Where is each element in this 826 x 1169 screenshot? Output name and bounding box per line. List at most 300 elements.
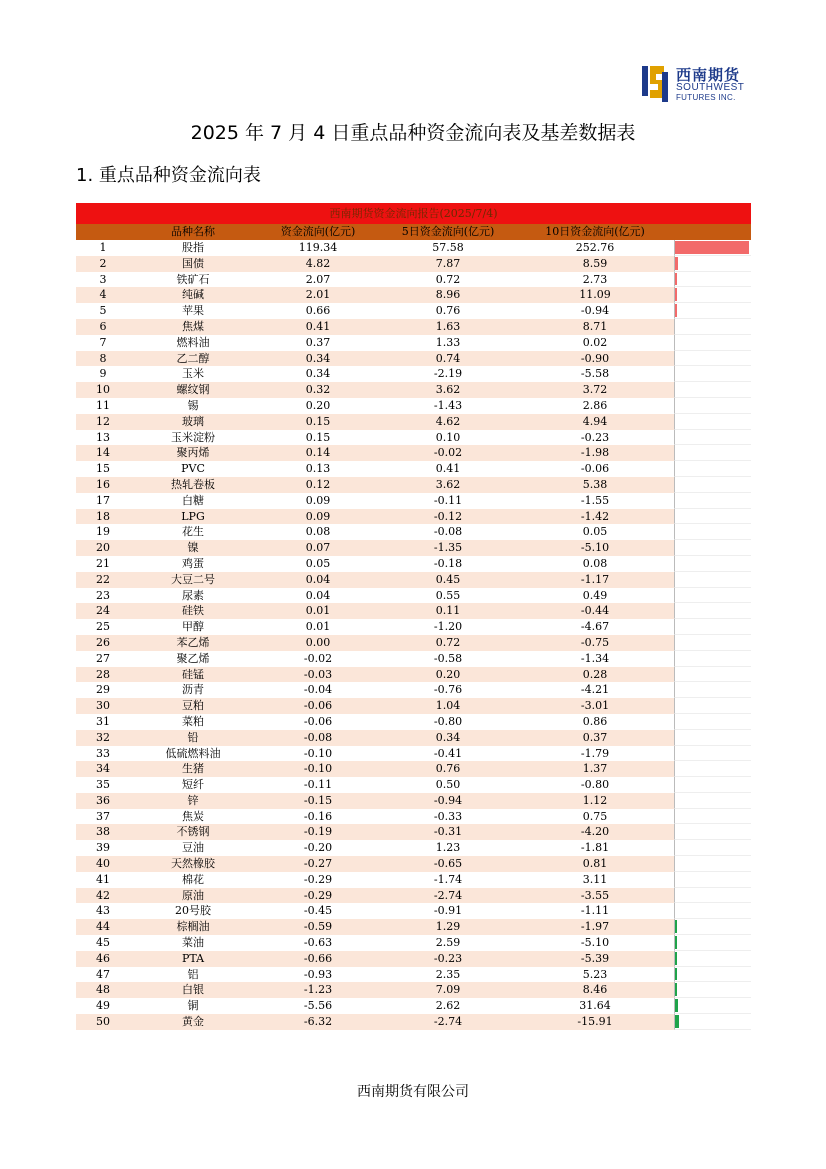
row-rank: 4 [99,288,107,302]
row-name: 黄金 [182,1015,204,1029]
row-flow: -0.63 [303,936,333,950]
row-flow-10d: 252.76 [575,241,615,254]
row-flow-5d: 2.62 [435,999,461,1013]
row-flow: 0.09 [305,493,331,507]
table-row [76,414,751,430]
row-flow-10d: 4.94 [582,414,608,428]
row-bar-cell [674,461,751,477]
row-flow-10d: 1.37 [582,762,608,776]
table-row [76,698,751,714]
row-flow-10d: -4.21 [580,683,610,697]
table-row [76,951,751,967]
outflow-bar [675,1015,679,1028]
row-flow-5d: -0.94 [433,793,463,807]
row-bar-cell [674,967,751,983]
row-rank: 40 [96,857,110,871]
row-rank: 44 [96,920,110,934]
row-name: 镍 [187,541,199,555]
row-flow-5d: -2.19 [433,367,463,381]
header-flow-10d: 10日资金流向(亿元) [545,225,645,238]
row-rank: 10 [96,383,110,397]
row-rank: 13 [96,430,110,444]
row-flow-5d: 0.76 [435,762,461,776]
row-rank: 22 [96,572,110,586]
table-row [76,777,751,793]
row-flow-5d: -1.74 [433,872,463,886]
row-flow-10d: 0.37 [582,730,608,744]
inflow-bar [675,241,749,254]
row-flow-10d: 0.08 [582,556,608,570]
row-bar-cell [674,793,751,809]
row-flow: 0.34 [305,351,331,365]
row-flow-5d: 7.09 [435,983,461,997]
table-row [76,493,751,509]
table-row [76,382,751,398]
row-bar-cell [674,919,751,935]
row-name: 沥青 [182,683,204,697]
row-flow-10d: -0.23 [580,430,610,444]
table-row [76,272,751,288]
header-flow-5d: 5日资金流向(亿元) [401,225,495,238]
row-rank: 39 [96,841,110,855]
row-flow-10d: -5.10 [580,936,610,950]
table-row [76,888,751,904]
row-flow: -0.19 [303,825,333,839]
row-flow: 0.20 [305,398,331,412]
row-rank: 43 [96,904,110,918]
row-bar-cell [674,824,751,840]
row-bar-cell [674,366,751,382]
table-row [76,682,751,698]
table-row [76,998,751,1014]
row-flow: 4.82 [305,256,331,270]
row-flow-5d: 3.62 [435,383,461,397]
logo-text-cn: 西南期货 [676,66,741,84]
row-name: 花生 [182,525,204,539]
table-row [76,588,751,604]
company-logo [640,62,760,106]
row-name: 低硫燃料油 [165,746,221,760]
row-rank: 15 [96,462,110,476]
row-name: PVC [181,462,205,476]
row-flow-5d: -0.02 [433,446,463,460]
row-name: 铜 [187,999,199,1013]
row-flow-10d: 2.86 [582,398,608,412]
row-flow: 119.34 [298,241,338,254]
table-row [76,809,751,825]
header-bar [674,224,751,240]
table-row [76,619,751,635]
outflow-bar [675,999,678,1012]
row-flow-5d: 1.29 [435,920,461,934]
row-flow-5d: 0.72 [435,272,461,286]
table-row [76,556,751,572]
row-flow: 2.01 [305,288,331,302]
row-rank: 48 [96,983,110,997]
row-flow: -0.66 [303,951,333,965]
row-rank: 26 [96,635,110,649]
row-rank: 45 [96,936,110,950]
row-name: 短纤 [182,778,204,792]
row-bar-cell [674,619,751,635]
row-flow-10d: -1.79 [580,746,610,760]
row-flow-5d: 1.33 [435,335,461,349]
table-row [76,287,751,303]
row-flow-5d: 4.62 [435,414,461,428]
row-bar-cell [674,335,751,351]
row-flow-5d: 0.50 [435,778,461,792]
row-name: 聚丙烯 [176,446,210,460]
row-name: 生猪 [182,762,204,776]
row-flow: 0.05 [305,556,331,570]
row-bar-cell [674,588,751,604]
table-banner: 西南期货资金流向报告(2025/7/4) [76,203,751,224]
row-rank: 3 [99,272,107,286]
row-name: 豆粕 [182,699,204,713]
row-flow: 0.12 [305,477,331,491]
row-name: 锡 [187,398,199,412]
row-flow-5d: -0.65 [433,857,463,871]
row-flow-10d: 8.71 [582,319,608,333]
row-rank: 27 [96,651,110,665]
row-bar-cell [674,509,751,525]
row-bar-cell [674,477,751,493]
row-bar-cell [674,856,751,872]
row-flow-5d: 0.41 [435,462,461,476]
row-bar-cell [674,303,751,319]
row-bar-cell [674,651,751,667]
row-flow: 0.13 [305,462,331,476]
row-flow: 0.00 [305,635,331,649]
table-row [76,445,751,461]
row-bar-cell [674,935,751,951]
row-name: 乙二醇 [176,351,210,365]
row-bar-cell [674,888,751,904]
row-flow-10d: 0.75 [582,809,608,823]
row-flow: -0.93 [303,967,333,981]
row-flow: -0.04 [303,683,333,697]
row-flow: -0.10 [303,746,333,760]
table-row [76,461,751,477]
inflow-bar [675,257,678,270]
row-flow-5d: 1.63 [435,319,461,333]
row-name: 锌 [187,793,199,807]
row-flow-10d: -0.06 [580,462,610,476]
row-flow-10d: 0.28 [582,667,608,681]
row-flow-5d: 0.11 [435,604,461,618]
row-rank: 6 [99,319,107,333]
row-flow-10d: -5.10 [580,541,610,555]
footer-company: 西南期货有限公司 [357,1084,469,1100]
row-flow: -0.29 [303,872,333,886]
row-flow-10d: 5.23 [582,967,608,981]
table-row [76,524,751,540]
table-row [76,430,751,446]
row-bar-cell [674,272,751,288]
row-flow-5d: 57.58 [432,241,464,254]
row-rank: 14 [96,446,110,460]
logo-text-en: SOUTHWEST [676,82,745,93]
fund-flow-table [76,203,751,1030]
header-rank [76,224,130,240]
row-rank: 9 [99,367,107,381]
row-name: 豆油 [182,841,204,855]
row-flow-10d: -1.11 [580,904,610,918]
row-flow: -0.45 [303,904,333,918]
row-bar-cell [674,761,751,777]
row-name: 20号胶 [175,904,211,918]
row-bar-cell [674,809,751,825]
table-row [76,982,751,998]
table-header [76,224,751,240]
table-row [76,303,751,319]
row-flow-10d: 3.72 [582,383,608,397]
row-flow-5d: -2.74 [433,888,463,902]
row-flow-5d: 0.45 [435,572,461,586]
row-flow-10d: 8.59 [582,256,608,270]
inflow-bar [675,288,677,301]
row-flow-5d: -1.20 [433,620,463,634]
row-rank: 36 [96,793,110,807]
row-bar-cell [674,556,751,572]
row-flow-5d: -0.41 [433,746,463,760]
table-row [76,366,751,382]
row-bar-cell [674,682,751,698]
inflow-bar [675,273,677,286]
row-flow-10d: -3.55 [580,888,610,902]
row-rank: 20 [96,541,110,555]
row-flow: -0.10 [303,762,333,776]
row-flow-5d: -0.58 [433,651,463,665]
row-rank: 1 [99,241,107,254]
row-flow: 0.08 [305,525,331,539]
row-flow-10d: 0.81 [582,857,608,871]
row-bar-cell [674,572,751,588]
row-flow-5d: 7.87 [435,256,461,270]
row-bar-cell [674,256,751,272]
table-row [76,935,751,951]
row-flow-10d: -0.75 [580,635,610,649]
row-rank: 50 [96,1015,110,1029]
row-name: 焦炭 [182,809,204,823]
row-name: 股指 [182,241,204,254]
row-rank: 5 [99,304,107,318]
row-flow-5d: 8.96 [435,288,461,302]
row-flow: -5.56 [303,999,333,1013]
row-rank: 47 [96,967,110,981]
row-name: 菜油 [182,936,204,950]
row-bar-cell [674,746,751,762]
row-bar-cell [674,730,751,746]
row-flow-5d: -0.08 [433,525,463,539]
row-bar-cell [674,698,751,714]
row-flow-5d: 0.20 [435,667,461,681]
row-flow-5d: -1.43 [433,398,463,412]
header-name: 品种名称 [171,225,215,238]
row-name: 硅铁 [182,604,204,618]
row-rank: 19 [96,525,110,539]
row-name: 大豆二号 [171,572,215,586]
row-rank: 23 [96,588,110,602]
row-name: 螺纹钢 [176,383,210,397]
row-rank: 24 [96,604,110,618]
table-row [76,398,751,414]
table-row [76,351,751,367]
row-name: 天然橡胶 [171,857,215,871]
row-bar-cell [674,524,751,540]
row-rank: 33 [96,746,110,760]
row-rank: 12 [96,414,110,428]
row-rank: 16 [96,477,110,491]
row-flow: 0.14 [305,446,331,460]
row-flow-5d: 0.74 [435,351,461,365]
table-row [76,824,751,840]
row-flow-10d: 0.02 [582,335,608,349]
row-bar-cell [674,840,751,856]
row-flow: 0.15 [305,430,331,444]
row-rank: 25 [96,620,110,634]
row-flow: -0.08 [303,730,333,744]
row-rank: 30 [96,699,110,713]
row-flow: -6.32 [303,1015,333,1029]
row-flow-10d: -5.39 [580,951,610,965]
outflow-bar [675,952,677,965]
row-name: 甲醇 [182,620,204,634]
row-rank: 11 [96,398,110,412]
outflow-bar [675,983,677,996]
row-flow-5d: -1.35 [433,541,463,555]
row-bar-cell [674,540,751,556]
row-flow-10d: -4.20 [580,825,610,839]
row-flow: -0.02 [303,651,333,665]
row-flow: 0.01 [305,620,331,634]
row-rank: 37 [96,809,110,823]
table-row [76,903,751,919]
row-rank: 7 [99,335,107,349]
table-row [76,856,751,872]
table-row [76,746,751,762]
row-rank: 49 [96,999,110,1013]
table-row [76,256,751,272]
row-bar-cell [674,398,751,414]
row-flow: -0.16 [303,809,333,823]
row-flow: -0.03 [303,667,333,681]
page-title: 2025 年 7 月 4 日重点品种资金流向表及基差数据表 [190,122,636,144]
row-name: 硅锰 [182,667,204,681]
row-flow-10d: -0.44 [580,604,610,618]
row-name: 铅 [187,730,199,744]
row-name: 棕榈油 [176,920,210,934]
table-row [76,730,751,746]
row-flow-5d: 0.55 [435,588,461,602]
table-row [76,651,751,667]
row-name: 铝 [187,967,199,981]
row-flow: -0.11 [303,778,333,792]
row-bar-cell [674,382,751,398]
row-flow-10d: 3.11 [582,872,608,886]
row-flow-5d: -0.18 [433,556,463,570]
row-rank: 38 [96,825,110,839]
table-row [76,335,751,351]
row-flow-10d: -0.80 [580,778,610,792]
row-flow: 0.32 [305,383,331,397]
row-flow-10d: -3.01 [580,699,610,713]
table-row [76,967,751,983]
row-flow-5d: 0.34 [435,730,461,744]
row-flow-10d: -1.97 [580,920,610,934]
row-bar-cell [674,445,751,461]
row-flow-5d: 0.76 [435,304,461,318]
row-name: 国债 [182,256,204,270]
row-flow-5d: -0.76 [433,683,463,697]
row-flow: -0.15 [303,793,333,807]
row-flow-5d: 1.23 [435,841,461,855]
section-heading: 1. 重点品种资金流向表 [76,165,261,186]
row-flow-10d: -1.17 [580,572,610,586]
row-flow-10d: 5.38 [582,477,608,491]
row-flow-10d: -1.34 [580,651,610,665]
row-flow-5d: 2.59 [435,936,461,950]
row-flow-10d: 31.64 [579,999,611,1013]
row-bar-cell [674,287,751,303]
table-row [76,540,751,556]
row-flow: -0.29 [303,888,333,902]
row-flow: -0.06 [303,714,333,728]
row-bar-cell [674,414,751,430]
row-flow: 0.66 [305,304,331,318]
row-bar-cell [674,714,751,730]
row-flow-5d: -0.91 [433,904,463,918]
row-name: 纯碱 [182,288,204,302]
row-flow-10d: -1.98 [580,446,610,460]
table-body [76,240,751,1030]
row-rank: 42 [96,888,110,902]
row-name: 尿素 [182,588,204,602]
row-flow-5d: 0.10 [435,430,461,444]
row-flow-5d: 2.35 [435,967,461,981]
row-name: 不锈钢 [176,825,210,839]
row-flow-10d: 0.05 [582,525,608,539]
row-bar-cell [674,667,751,683]
row-flow: 0.37 [305,335,331,349]
row-bar-cell [674,1014,751,1030]
row-name: 焦煤 [182,319,204,333]
row-flow: 0.07 [305,541,331,555]
row-rank: 18 [96,509,110,523]
row-bar-cell [674,998,751,1014]
row-flow-5d: -0.31 [433,825,463,839]
row-name: 铁矿石 [176,272,210,286]
inflow-bar [675,304,677,317]
row-rank: 34 [96,762,110,776]
row-flow: 0.04 [305,572,331,586]
row-flow: 0.04 [305,588,331,602]
row-flow-10d: 2.73 [582,272,608,286]
row-flow-10d: 8.46 [582,983,608,997]
row-flow: -0.59 [303,920,333,934]
row-flow: -0.06 [303,699,333,713]
row-name: 燃料油 [176,335,210,349]
row-flow-10d: 0.86 [582,714,608,728]
row-rank: 8 [99,351,107,365]
table-row [76,1014,751,1030]
table-row [76,761,751,777]
row-name: 苯乙烯 [176,635,210,649]
row-name: 鸡蛋 [182,556,204,570]
row-bar-cell [674,603,751,619]
row-rank: 29 [96,683,110,697]
row-name: 玉米 [182,367,204,381]
